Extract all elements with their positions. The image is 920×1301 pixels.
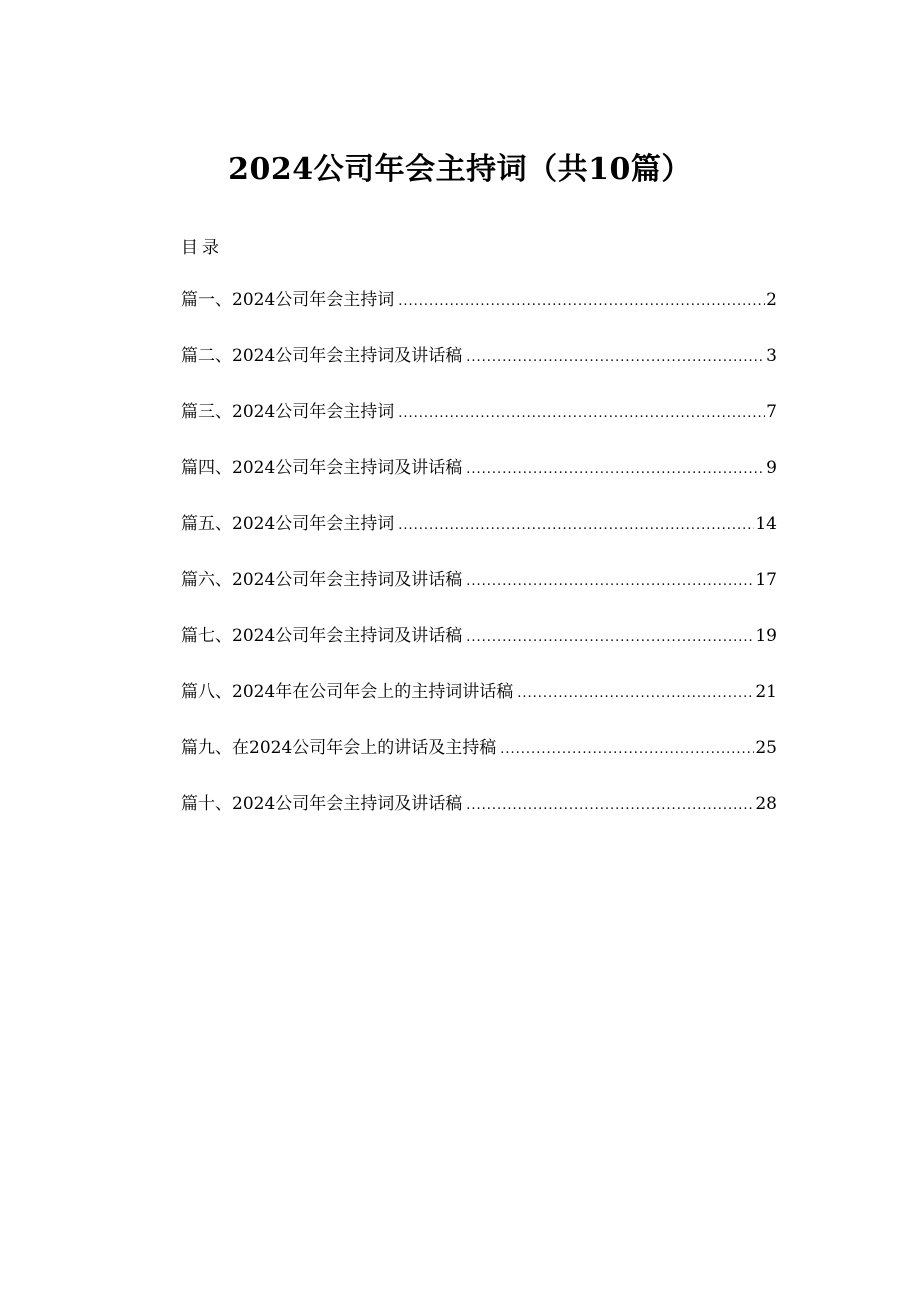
- toc-leader-dots: [398, 400, 765, 428]
- toc-leader-dots: [466, 792, 754, 820]
- toc-entry-label: 篇一、2024公司年会主持词: [181, 290, 395, 310]
- toc-entry-9[interactable]: [181, 734, 777, 790]
- toc-entry-label: 篇七、2024公司年会主持词及讲话稿: [181, 626, 463, 646]
- toc-entry-page: 7: [766, 402, 777, 422]
- toc-entry-page: 2: [766, 290, 777, 310]
- toc-entry-label: 篇三、2024公司年会主持词: [181, 402, 395, 422]
- toc-entry-label: 篇八、2024年在公司年会上的主持词讲话稿: [181, 682, 514, 702]
- toc-leader-dots: [466, 568, 754, 596]
- toc-entry-8[interactable]: [181, 678, 777, 734]
- toc-entry-6[interactable]: [181, 566, 777, 622]
- toc-entry-page: 25: [755, 738, 777, 758]
- toc-entry-label: 篇五、2024公司年会主持词: [181, 514, 395, 534]
- toc-leader-dots: [517, 680, 754, 708]
- toc-entry-7[interactable]: [181, 622, 777, 678]
- toc-entry-3[interactable]: [181, 398, 777, 454]
- toc-entry-1[interactable]: [181, 286, 777, 342]
- toc-entry-page: 9: [766, 458, 777, 478]
- document-title: 2024公司年会主持词（共10篇）: [228, 152, 692, 187]
- toc-entry-page: 17: [755, 570, 777, 590]
- toc-leader-dots: [466, 344, 765, 372]
- toc-entry-4[interactable]: [181, 454, 777, 510]
- toc-leader-dots: [398, 512, 754, 540]
- toc-leader-dots: [466, 624, 754, 652]
- toc-entry-2[interactable]: [181, 342, 777, 398]
- toc-entry-page: 21: [755, 682, 777, 702]
- toc-entry-page: 14: [755, 514, 777, 534]
- toc-heading: 目录: [181, 238, 223, 258]
- toc-entry-label: 篇四、2024公司年会主持词及讲话稿: [181, 458, 463, 478]
- table-of-contents: [181, 286, 777, 846]
- toc-leader-dots: [466, 456, 765, 484]
- toc-entry-page: 28: [755, 794, 777, 814]
- toc-entry-label: 篇九、在2024公司年会上的讲话及主持稿: [181, 738, 497, 758]
- toc-entry-page: 3: [766, 346, 777, 366]
- toc-leader-dots: [398, 288, 765, 316]
- toc-entry-label: 篇六、2024公司年会主持词及讲话稿: [181, 570, 463, 590]
- toc-entry-5[interactable]: [181, 510, 777, 566]
- toc-entry-label: 篇二、2024公司年会主持词及讲话稿: [181, 346, 463, 366]
- toc-entry-10[interactable]: [181, 790, 777, 846]
- toc-entry-label: 篇十、2024公司年会主持词及讲话稿: [181, 794, 463, 814]
- toc-entry-page: 19: [755, 626, 777, 646]
- toc-leader-dots: [500, 736, 754, 764]
